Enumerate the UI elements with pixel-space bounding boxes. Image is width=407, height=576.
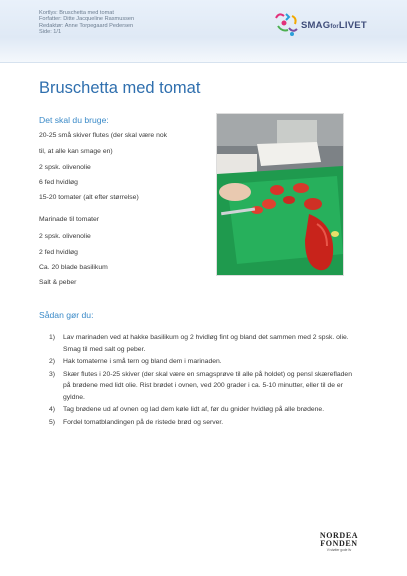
page-header <box>0 0 407 63</box>
list-item <box>49 356 379 368</box>
page-title: Bruschetta med tomat <box>39 79 201 97</box>
step-number: 5) <box>49 418 56 426</box>
step-text: Fordel tomatblandingen på de ristede brød og server. <box>63 418 224 426</box>
step-text: Smag til med salt og peber. <box>63 345 146 353</box>
step-number: 1) <box>49 334 56 341</box>
ingredient-line: Salt & peber <box>39 279 77 286</box>
meta-line: Redaktør: Anne Torpegaard Pedersen <box>39 22 134 29</box>
logo-wordmark: SMAGforLIVET <box>301 20 367 31</box>
meta-line: Kortlys: Bruschetta med tomat <box>39 10 114 16</box>
smag-for-livet-logo <box>272 10 392 40</box>
ingredient-line: 6 fed hvidløg <box>39 179 78 186</box>
meta-line: Side: 1/1 <box>39 28 62 35</box>
list-item <box>49 417 379 429</box>
logo-line: NORDEA <box>319 531 359 540</box>
document-meta <box>39 10 134 35</box>
cutting-board-photo-icon <box>217 114 343 275</box>
step-text: Tag brødene ud af ovnen og lad dem køle lidt af, før du gnider hvidløg på alle brødene. <box>63 406 325 413</box>
ingredient-line: 15-20 tomater (alt efter størrelse) <box>39 194 139 201</box>
step-number: 3) <box>49 370 56 378</box>
steps-list <box>49 332 379 429</box>
list-item <box>49 369 379 404</box>
logo-line: FONDEN <box>320 539 358 548</box>
step-text: på brødene med lidt olie. Rist brødet i ovnen, ved 200 grader i ca. 5-10 minutter, eller til de er <box>63 382 343 389</box>
nordea-fonden-logo <box>309 532 369 556</box>
ingredients-heading: Det skal du bruge: <box>39 115 109 125</box>
logo-tagline: Vi støtter gode liv <box>326 548 352 552</box>
ingredient-line: Marinade til tomater <box>39 216 100 223</box>
step-text: Hak tomaterne i små tern og bland dem i marinaden. <box>63 358 222 365</box>
steps-heading: Sådan gør du: <box>39 310 94 320</box>
ingredient-line: 2 fed hvidløg <box>39 249 78 256</box>
list-item <box>49 404 379 416</box>
step-text: gyldne. <box>63 393 85 401</box>
list-item <box>49 332 379 355</box>
ingredient-line: til, at alle kan smage en) <box>39 148 113 155</box>
step-text: Lav marinaden ved at hakke basilikum og 2 hvidløg fint og bland det sammen med 2 spsk. olie. <box>63 334 349 341</box>
ingredient-line: 20-25 små skiver flutes (der skal være nok <box>39 132 168 139</box>
meta-line: Forfatter: Ditte Jacqueline Rasmussen <box>39 16 135 23</box>
step-text: Skær flutes i 20-25 skiver (der skal være en smagsprøve til alle på holdet) og pensl skærefladen <box>63 370 352 378</box>
ingredient-line: Ca. 20 blade basilikum <box>39 264 108 271</box>
step-number: 4) <box>49 406 56 413</box>
ingredient-line: 2 spsk. olivenolie <box>39 164 91 171</box>
logo-mark-icon <box>272 10 300 40</box>
ingredient-line: 2 spsk. olivenolie <box>39 233 91 240</box>
step-number: 2) <box>49 358 56 365</box>
recipe-photo <box>216 113 344 276</box>
